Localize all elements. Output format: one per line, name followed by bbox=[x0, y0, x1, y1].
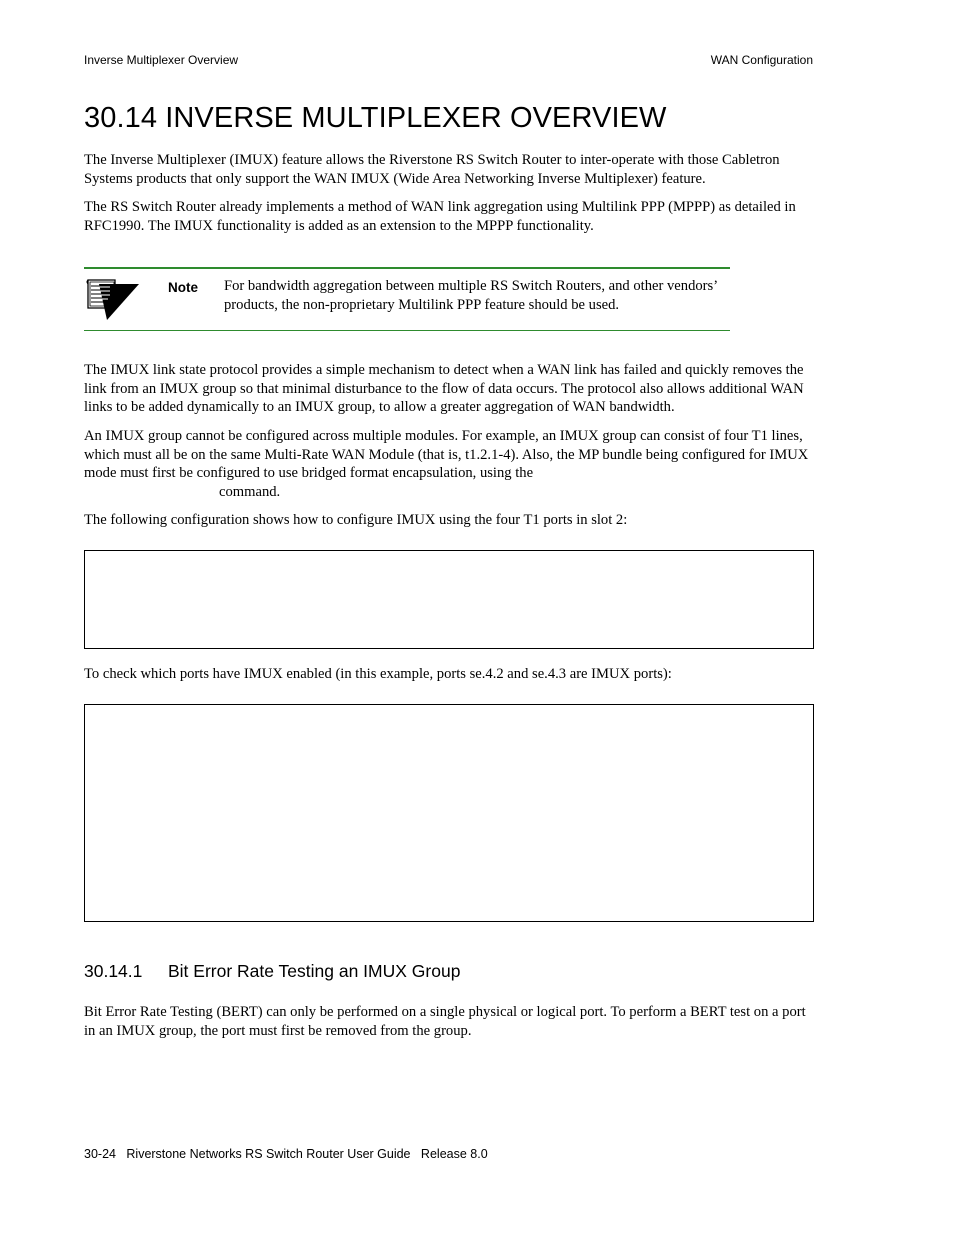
page-footer: 30-24 Riverstone Networks RS Switch Router User Guide Release 8.0 bbox=[84, 1147, 488, 1161]
note-bottom-rule bbox=[84, 330, 730, 331]
bert-paragraph: Bit Error Rate Testing (BERT) can only be performed on a single physical or logical port. To perform a BERT test on a port in an IMUX group, the port must first be removed from the group. bbox=[84, 1004, 806, 1039]
module-paragraph-text: An IMUX group cannot be configured across multiple modules. For example, an IMUX group can consist of four T1 lines, which must all be on the same Multi-Rate WAN Module (that is, t1.2.1-4). Also, the MP bundle being configured for IMUX mode must first be configured to use bridged format encapsulation, using the bbox=[84, 428, 809, 482]
config-intro-paragraph: The following configuration shows how to configure IMUX using the four T1 ports in slot 2: bbox=[84, 512, 628, 528]
module-paragraph-command-word: command. bbox=[219, 484, 281, 501]
intro-paragraph-2: The RS Switch Router already implements a method of WAN link aggregation using Multilink PPP (MPPP) as detailed in RFC1990. The IMUX functionality is added as an extension to the MPPP functionality. bbox=[84, 199, 796, 234]
intro-paragraph-1: The Inverse Multiplexer (IMUX) feature allows the Riverstone RS Switch Router to inter-operate with those Cabletron Systems products that only support the WAN IMUX (Wide Area Networking Inverse Multiplexer) feature. bbox=[84, 152, 780, 187]
note-text: For bandwidth aggregation between multiple RS Switch Routers, and other vendors’ products, the non-proprietary Multilink PPP feature should be used. bbox=[224, 278, 717, 313]
note-icon bbox=[85, 278, 141, 322]
check-imux-paragraph: To check which ports have IMUX enabled (in this example, ports se.4.2 and se.4.3 are IMUX ports): bbox=[84, 666, 672, 682]
subsection-heading bbox=[84, 961, 460, 982]
show-imux-code-box bbox=[84, 704, 814, 922]
section-title: 30.14 INVERSE MULTIPLEXER OVERVIEW bbox=[84, 102, 667, 134]
config-code-box bbox=[84, 550, 814, 649]
module-paragraph bbox=[84, 427, 814, 502]
running-header-left: Inverse Multiplexer Overview bbox=[84, 53, 239, 67]
link-state-paragraph: The IMUX link state protocol provides a simple mechanism to detect when a WAN link has failed and quickly removes the link from an IMUX group so that minimal disturbance to the flow of data occurs. The protocol also allows additional WAN links to be added dynamically to an IMUX group, to allow a greater aggregation of WAN bandwidth. bbox=[84, 362, 804, 416]
note-label: Note bbox=[168, 280, 198, 295]
note-top-rule bbox=[84, 267, 730, 269]
running-header-right: WAN Configuration bbox=[710, 53, 813, 67]
subsection-title: Bit Error Rate Testing an IMUX Group bbox=[168, 961, 461, 981]
subsection-number: 30.14.1 bbox=[84, 961, 143, 981]
